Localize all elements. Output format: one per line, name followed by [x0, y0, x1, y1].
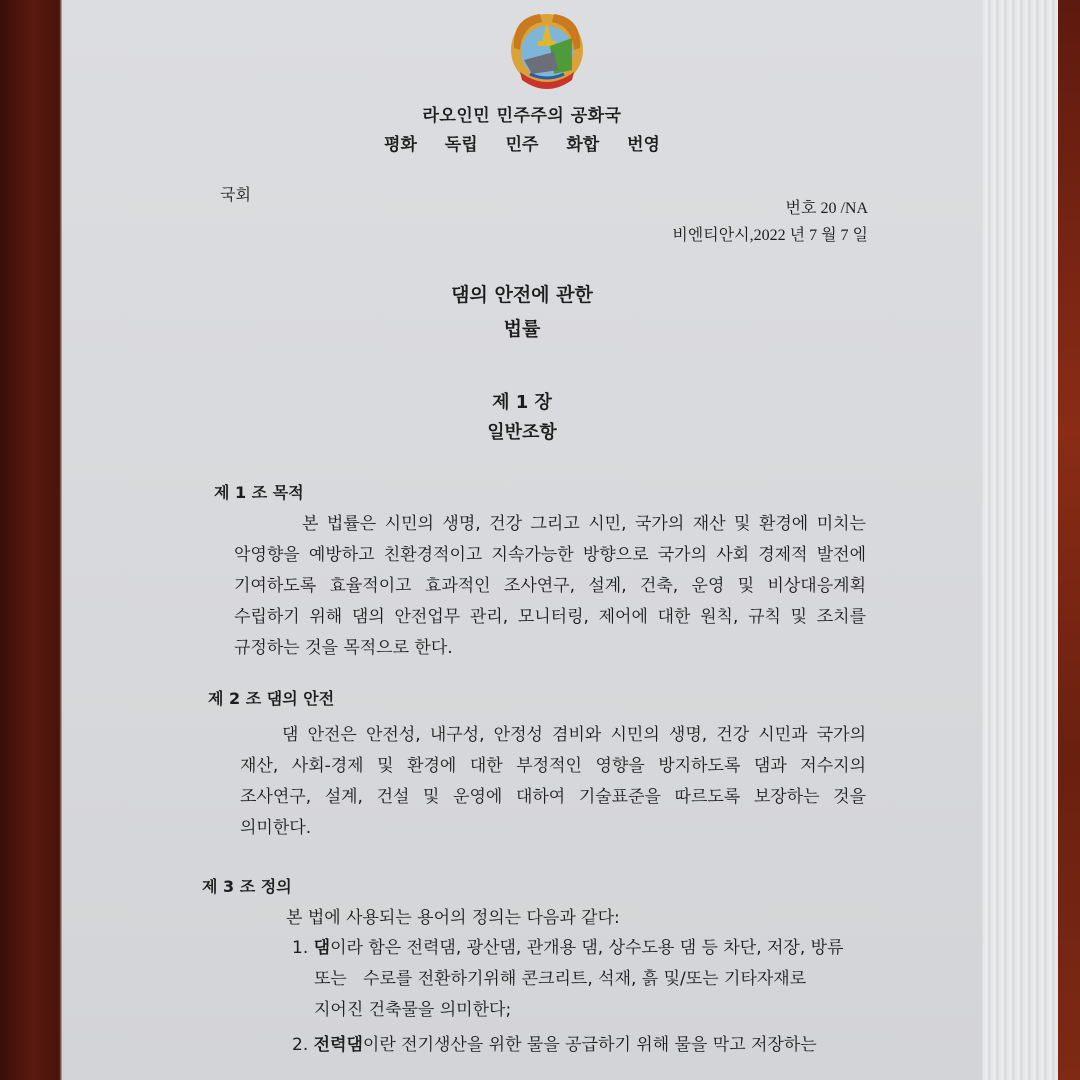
definition-text: 이란 전기생산을 위한 물을 공급하기 위해 물을 막고 저장하는: [362, 1035, 817, 1055]
article-2-body: [240, 720, 866, 844]
article-1-line: 악영향을 예방하고 친환경적이고 지속가능한 방향으로 국가의 사회 경제적 발전에: [234, 545, 866, 565]
law-title-line1: 댐의 안전에 관한: [451, 284, 593, 306]
document-number: 번호 20 /NA: [785, 200, 868, 217]
national-motto: 평화 독립 민주 화합 번영: [384, 135, 660, 155]
document-page: [62, 0, 982, 1080]
definition-line: 또는 수로를 전환하기위해 콘크리트, 석재, 흙 및/또는 기타자재로: [314, 969, 807, 989]
place-and-date: 비엔티안시,2022 년 7 월 7 일: [672, 227, 868, 244]
country-name: 라오인민 민주주의 공화국: [422, 106, 622, 126]
article-2-line: 의미한다.: [240, 818, 312, 838]
definition-text: 이라 함은 전력댐, 광산댐, 관개용 댐, 상수도용 댐 등 차단, 저장, 방류: [330, 938, 844, 958]
article-1-line: 수립하기 위해 댐의 안전업무 관리, 모니터링, 제어에 대한 원칙, 규칙 및 조치를: [234, 607, 866, 627]
article-2-heading: 제 2 조 댐의 안전: [208, 689, 335, 708]
article-3-heading: 제 3 조 정의: [202, 877, 292, 896]
article-1-line: 기여하도록 효율적이고 효과적인 조사연구, 설계, 건축, 운영 및 비상대응계획: [234, 576, 866, 596]
article-2-line: 조사연구, 설계, 건설 및 운영에 대하여 기술표준을 따르도록 보장하는 것을: [240, 787, 866, 807]
definition-number: 2.: [292, 1035, 309, 1055]
article-2-line: 재산, 사회-경제 및 환경에 대한 부정적인 영향을 방지하도록 댐과 저수지의: [240, 756, 866, 776]
article-1-line: 규정하는 것을 목적으로 한다.: [234, 638, 453, 658]
chapter-number: 제 1 장: [492, 392, 552, 413]
article-3-intro: 본 법에 사용되는 용어의 정의는 다음과 같다:: [286, 908, 620, 928]
article-1-heading: 제 1 조 목적: [214, 483, 304, 502]
lao-national-emblem-icon: [502, 8, 592, 90]
definition-item: [292, 1030, 872, 1061]
definition-term: 전력댐: [313, 1035, 363, 1055]
definition-line: 지어진 건축물을 의미한다;: [314, 1000, 512, 1020]
definition-term: 댐: [313, 938, 331, 958]
article-1-line: 본 법률은 시민의 생명, 건강 그리고 시민, 국가의 재산 및 환경에 미치는: [302, 514, 866, 534]
article-2-line: 댐 안전은 안전성, 내구성, 안정성 겸비와 시민의 생명, 건강 시민과 국가의: [282, 725, 866, 745]
definition-line: [292, 1030, 872, 1061]
issuer-label: 국회: [220, 185, 251, 204]
chapter-name: 일반조항: [487, 422, 557, 443]
definition-item: [292, 933, 872, 1026]
wooden-table-background: [1056, 0, 1080, 1080]
definition-line: [292, 933, 872, 964]
law-title-line2: 법률: [503, 318, 541, 340]
definition-number: 1.: [292, 938, 309, 958]
article-1-body: [234, 509, 866, 664]
